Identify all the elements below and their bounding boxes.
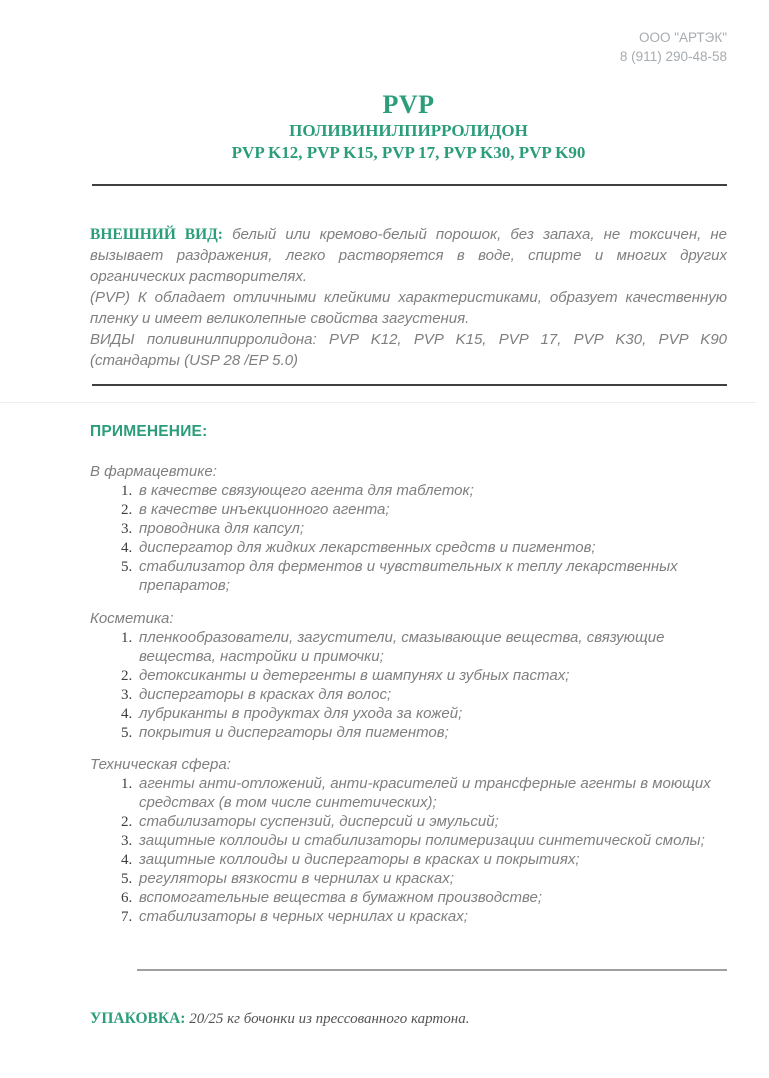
appearance-label: ВНЕШНИЙ ВИД: <box>90 226 223 243</box>
list-item: 5. регуляторы вязкости в чернилах и красках; <box>136 869 727 888</box>
document-title-block <box>90 90 727 164</box>
list-item: 5. покрытия и диспергаторы для пигментов; <box>136 723 727 742</box>
packaging-text: 20/25 кг бочонки из прессованного картона. <box>189 1011 470 1027</box>
product-grades: PVP K12, PVP K15, PVP 17, PVP K30, PVP K90 <box>231 143 586 162</box>
company-name: ООО "АРТЭК" <box>638 30 727 45</box>
group-title-technical: Техническая сфера: <box>90 756 231 773</box>
list-item: 7. стабилизаторы в черных чернилах и красках; <box>136 907 727 926</box>
list-item: 2. в качестве инъекционного агента; <box>136 500 727 519</box>
group-title-pharma: В фармацевтике: <box>90 463 217 480</box>
pharma-list <box>90 481 727 595</box>
phone-number: 8 (911) 290-48-58 <box>619 49 727 64</box>
list-item: 4. лубриканты в продуктах для ухода за кожей; <box>136 704 727 723</box>
list-item: 1. пленкообразователи, загустители, смазывающие вещества, связующие вещества, настройки и примочки; <box>136 628 727 666</box>
packaging-label: УПАКОВКА: <box>90 1010 186 1027</box>
divider-faint-line <box>0 402 756 403</box>
appearance-text: белый или кремово-белый порошок, без запаха, не токсичен, не вызывает раздражения, легко растворяется в воде, спирте и многих других органических растворителях. <box>90 226 727 285</box>
cosmetics-list <box>90 628 727 742</box>
group-title-cosmetics: Косметика: <box>90 610 174 627</box>
list-item: 3. защитные коллоиды и стабилизаторы полимеризации синтетической смолы; <box>136 831 727 850</box>
contact-block <box>620 28 727 66</box>
list-item: 3. диспергаторы в красках для волос; <box>136 685 727 704</box>
list-item: 5. стабилизатор для ферментов и чувствительных к теплу лекарственных препаратов; <box>136 557 727 595</box>
appearance-line3: ВИДЫ поливинилпирролидона: PVP K12, PVP K15, PVP 17, PVP K30, PVP K90 (стандарты (USP 28 /EP 5.0) <box>90 331 727 369</box>
packaging-section <box>90 1008 727 1030</box>
list-item: 3. проводника для капсул; <box>136 519 727 538</box>
list-item: 4. диспергатор для жидких лекарственных средств и пигментов; <box>136 538 727 557</box>
application-label: ПРИМЕНЕНИЕ: <box>90 423 208 440</box>
divider-bottom <box>137 969 727 971</box>
list-item: 6. вспомогательные вещества в бумажном производстве; <box>136 888 727 907</box>
technical-list <box>90 774 727 926</box>
list-item: 4. защитные коллоиды и диспергаторы в красках и покрытиях; <box>136 850 727 869</box>
appearance-paragraph <box>90 224 727 287</box>
list-item: 2. детоксиканты и детергенты в шампунях и зубных пастах; <box>136 666 727 685</box>
appearance-section <box>90 224 727 371</box>
list-item: 1. агенты анти-отложений, анти-красителей и трансферные агенты в моющих средствах (в том числе синтетических); <box>136 774 727 812</box>
appearance-line2: (PVP) К обладает отличными клейкими характеристиками, образует качественную пленку и имеет великолепные свойства загустения. <box>90 289 727 327</box>
page-subtitle: ПОЛИВИНИЛПИРРОЛИДОН <box>289 121 528 140</box>
page-title: PVP <box>382 90 435 119</box>
list-item: 2. стабилизаторы суспензий, дисперсий и эмульсий; <box>136 812 727 831</box>
divider-middle <box>92 384 727 386</box>
application-section <box>90 423 727 926</box>
divider-top <box>92 184 727 186</box>
list-item: 1. в качестве связующего агента для таблеток; <box>136 481 727 500</box>
